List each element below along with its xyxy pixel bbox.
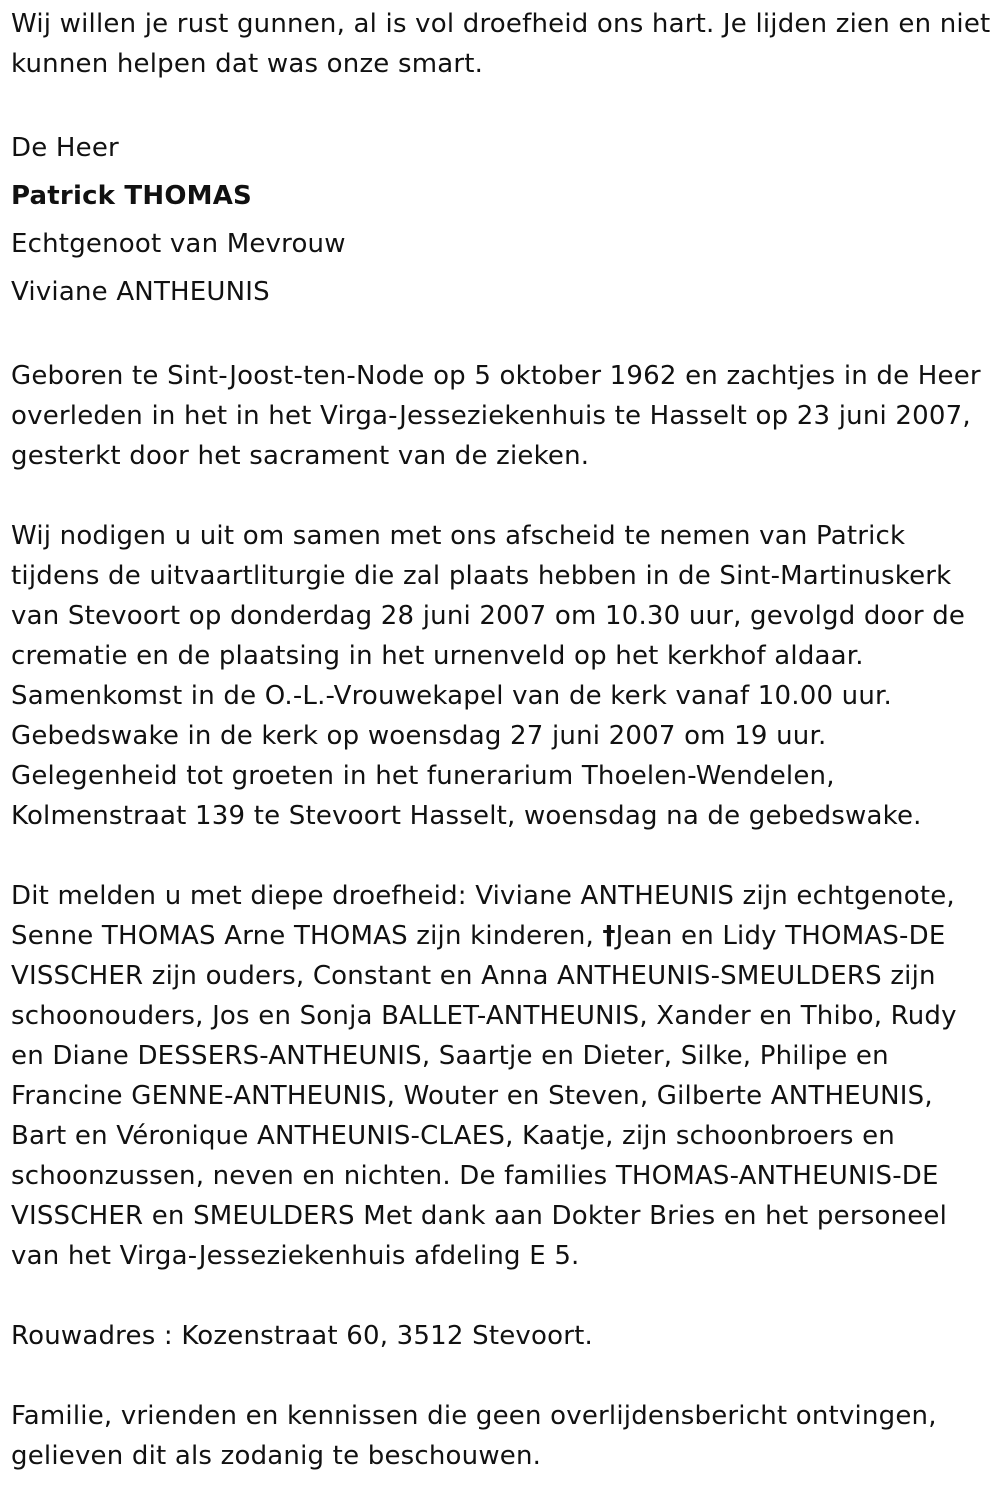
invitation-paragraph: Wij nodigen u uit om samen met ons afscheid te nemen van Patrick tijdens de uitvaartliturgie die zal plaats hebben in de Sint-Martinuskerk van Stevoort op donderdag 28 juni 2007 om 10.30 uur, gevolgd door de crematie en de plaatsing in het urnenveld op het kerkhof aldaar. Samenkomst in de O.-L.-Vrouwekapel van de kerk vanaf 10.00 uur. Gebedswake in de kerk op woensdag 27 juni 2007 om 19 uur. Gelegenheid tot groeten in het funerarium Thoelen-Wendelen, Kolmenstraat 139 te Stevoort Hasselt, woensdag na de gebedswake. — [11, 521, 966, 831]
birth-death-paragraph: Geboren te Sint-Joost-ten-Node op 5 oktober 1962 en zachtjes in de Heer overleden in het in het Virga-Jesseziekenhuis te Hasselt op 23 juni 2007, gesterkt door het sacrament van de zieken. — [11, 361, 981, 471]
obituary-document — [11, 4, 996, 1476]
family-text-part-2: Jean en Lidy THOMAS-DE VISSCHER zijn ouders, Constant en Anna ANTHEUNIS-SMEULDERS zijn schoonouders, Jos en Sonja BALLET-ANTHEUNIS, Xander en Thibo, Rudy en Diane DESSERS-ANTHEUNIS, Saartje en Dieter, Silke, Philipe en Francine GENNE-ANTHEUNIS, Wouter en Steven, Gilberte ANTHEUNIS, Bart en Véronique ANTHEUNIS-CLAES, Kaatje, zijn schoonbroers en schoonzussen, neven en nichten. De families THOMAS-ANTHEUNIS-DE VISSCHER en SMEULDERS Met dank aan Dokter Bries en het personeel van het Virga-Jesseziekenhuis afdeling E 5. — [11, 921, 957, 1271]
spacer — [11, 84, 996, 124]
deceased-name: Patrick THOMAS — [11, 181, 252, 211]
closing-paragraph: Familie, vrienden en kennissen die geen overlijdensbericht ontvingen, gelieven dit als zodanig te beschouwen. — [11, 1401, 937, 1471]
spacer — [11, 1356, 996, 1396]
honorific: De Heer — [11, 133, 119, 163]
spacer — [11, 836, 996, 876]
spouse-line: Echtgenoot van Mevrouw — [11, 229, 346, 259]
mourning-address: Rouwadres : Kozenstraat 60, 3512 Stevoort. — [11, 1321, 593, 1351]
opening-verse: Wij willen je rust gunnen, al is vol droefheid ons hart. Je lijden zien en niet kunnen helpen dat was onze smart. — [11, 9, 991, 79]
spacer — [11, 316, 996, 356]
family-paragraph — [11, 876, 996, 1276]
spacer — [11, 1276, 996, 1316]
family-text-part-1: Dit melden u met diepe droefheid: Viviane ANTHEUNIS zijn echtgenote, Senne THOMAS Arne THOMAS zijn kinderen, — [11, 881, 955, 951]
spacer — [11, 476, 996, 516]
spouse-name: Viviane ANTHEUNIS — [11, 277, 270, 307]
cross-icon: † — [602, 921, 616, 951]
